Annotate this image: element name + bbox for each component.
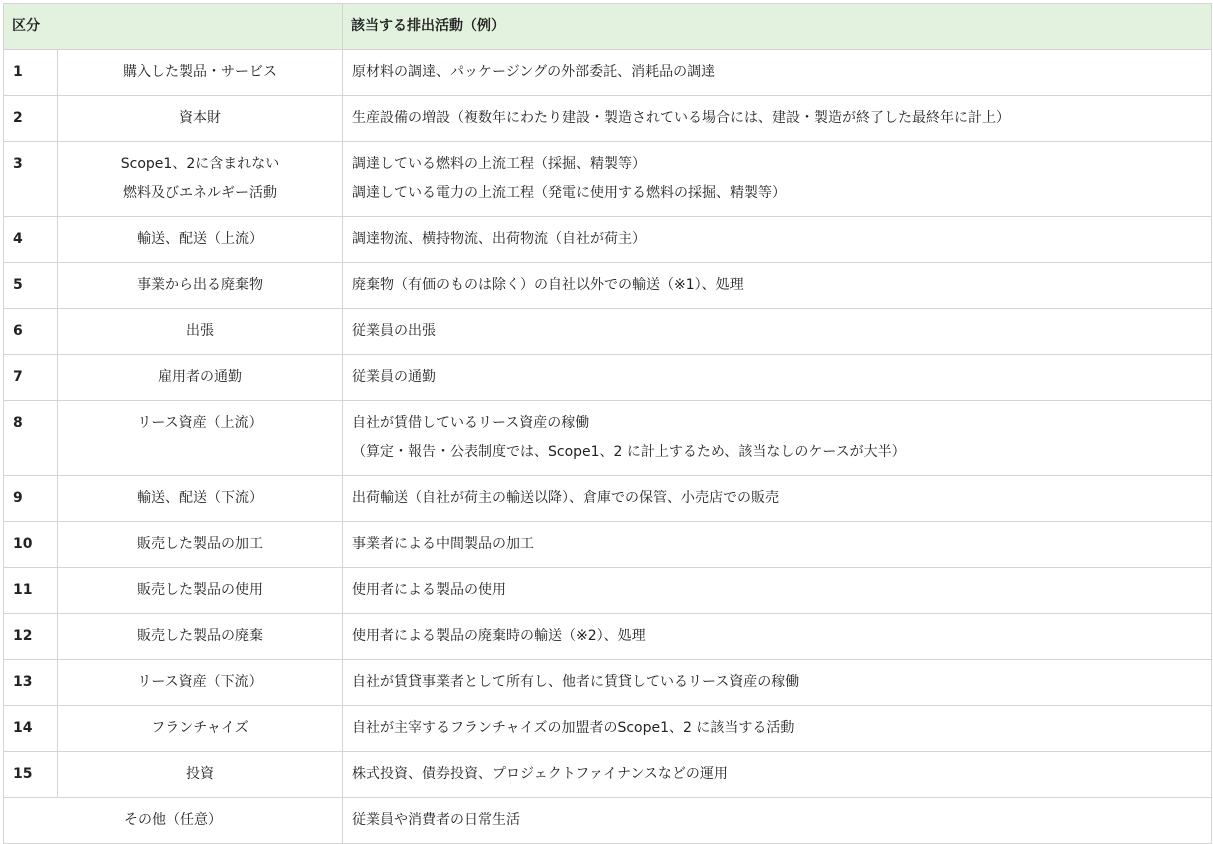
category-number: 8 [4, 401, 58, 476]
category-name [58, 217, 343, 263]
table-header [4, 4, 1212, 50]
category-example [343, 660, 1212, 706]
category-name [58, 614, 343, 660]
table-body [4, 50, 1212, 844]
category-example-line: 使用者による製品の廃棄時の輸送（※2）、処理 [352, 628, 646, 644]
category-name [58, 96, 343, 142]
category-number: 15 [4, 752, 58, 798]
other-category-example: 従業員や消費者の日常生活 [343, 798, 1212, 844]
category-example-line: 株式投資、債券投資、プロジェクトファイナンスなどの運用 [352, 766, 728, 782]
table-row [4, 142, 1212, 217]
category-example [343, 522, 1212, 568]
category-example [343, 568, 1212, 614]
category-example [343, 355, 1212, 401]
header-activity: 該当する排出活動（例） [343, 4, 1212, 50]
category-example [343, 476, 1212, 522]
category-example-line: 自社が賃貸事業者として所有し、他者に賃貸しているリース資産の稼働 [352, 674, 800, 690]
category-number: 2 [4, 96, 58, 142]
category-example-line: 自社が主宰するフランチャイズの加盟者のScope1、2 に該当する活動 [352, 720, 795, 736]
category-example-line: 使用者による製品の使用 [352, 582, 506, 598]
category-number: 7 [4, 355, 58, 401]
table-row [4, 660, 1212, 706]
category-name [58, 706, 343, 752]
table-row [4, 522, 1212, 568]
category-name [58, 263, 343, 309]
category-example-line: 調達物流、横持物流、出荷物流（自社が荷主） [352, 231, 646, 247]
table-row [4, 614, 1212, 660]
category-example [343, 309, 1212, 355]
category-number: 11 [4, 568, 58, 614]
category-example [343, 96, 1212, 142]
category-name-line: 出張 [186, 323, 214, 339]
category-number: 6 [4, 309, 58, 355]
category-name [58, 50, 343, 96]
category-number: 14 [4, 706, 58, 752]
category-number: 12 [4, 614, 58, 660]
category-name-line: フランチャイズ [151, 720, 249, 736]
table-row [4, 476, 1212, 522]
category-name [58, 142, 343, 217]
category-example [343, 706, 1212, 752]
category-number: 13 [4, 660, 58, 706]
category-example-line: 従業員の出張 [352, 323, 436, 339]
category-number: 10 [4, 522, 58, 568]
scope3-category-table [3, 3, 1212, 844]
category-example [343, 142, 1212, 217]
table-row [4, 50, 1212, 96]
category-example [343, 614, 1212, 660]
table-row [4, 217, 1212, 263]
category-example-line: 自社が賃借しているリース資産の稼働 [352, 415, 590, 431]
category-name-line: 販売した製品の加工 [137, 536, 263, 552]
table-row [4, 263, 1212, 309]
category-name-line: 購入した製品・サービス [123, 64, 277, 80]
category-name [58, 752, 343, 798]
table-row [4, 309, 1212, 355]
category-example-line: 従業員の通勤 [352, 369, 436, 385]
category-example-line: 調達している燃料の上流工程（採掘、精製等） [352, 156, 646, 172]
table-row-other [4, 798, 1212, 844]
category-example-line: 廃棄物（有価のものは除く）の自社以外での輸送（※1）、処理 [352, 277, 744, 293]
table-row [4, 752, 1212, 798]
category-example-line: 生産設備の増設（複数年にわたり建設・製造されている場合には、建設・製造が終了した最終年に計上） [352, 110, 1010, 126]
category-name-line: Scope1、2に含まれない [120, 156, 280, 172]
category-name-line: リース資産（上流） [137, 415, 263, 431]
category-example [343, 752, 1212, 798]
category-number: 4 [4, 217, 58, 263]
header-category: 区分 [4, 4, 343, 50]
category-name-line: 販売した製品の使用 [137, 582, 263, 598]
category-name-line: 投資 [186, 766, 214, 782]
category-name [58, 476, 343, 522]
table-row [4, 568, 1212, 614]
category-name [58, 309, 343, 355]
category-example [343, 217, 1212, 263]
category-example [343, 263, 1212, 309]
table-row [4, 355, 1212, 401]
category-example [343, 50, 1212, 96]
table-row [4, 401, 1212, 476]
category-name-line: 資本財 [179, 110, 221, 126]
category-example-line: 調達している電力の上流工程（発電に使用する燃料の採掘、精製等） [352, 185, 786, 201]
category-example [343, 401, 1212, 476]
category-name [58, 660, 343, 706]
category-example-line: 事業者による中間製品の加工 [352, 536, 534, 552]
category-name-line: リース資産（下流） [137, 674, 263, 690]
category-name [58, 401, 343, 476]
category-number: 5 [4, 263, 58, 309]
category-number: 9 [4, 476, 58, 522]
category-name [58, 355, 343, 401]
category-name-line: 雇用者の通勤 [158, 369, 242, 385]
other-category-name: その他（任意） [4, 798, 343, 844]
category-example-line: （算定・報告・公表制度では、Scope1、2 に計上するため、該当なしのケースが大半） [352, 444, 906, 460]
category-number: 3 [4, 142, 58, 217]
category-name-line: 輸送、配送（下流） [137, 490, 263, 506]
table-row [4, 96, 1212, 142]
category-name-line: 燃料及びエネルギー活動 [123, 185, 277, 201]
category-number: 1 [4, 50, 58, 96]
category-example-line: 原材料の調達、パッケージングの外部委託、消耗品の調達 [352, 64, 716, 80]
category-name-line: 事業から出る廃棄物 [137, 277, 263, 293]
category-example-line: 出荷輸送（自社が荷主の輸送以降）、倉庫での保管、小売店での販売 [352, 490, 779, 506]
category-name [58, 522, 343, 568]
category-name [58, 568, 343, 614]
category-name-line: 輸送、配送（上流） [137, 231, 263, 247]
table-row [4, 706, 1212, 752]
category-name-line: 販売した製品の廃棄 [137, 628, 263, 644]
